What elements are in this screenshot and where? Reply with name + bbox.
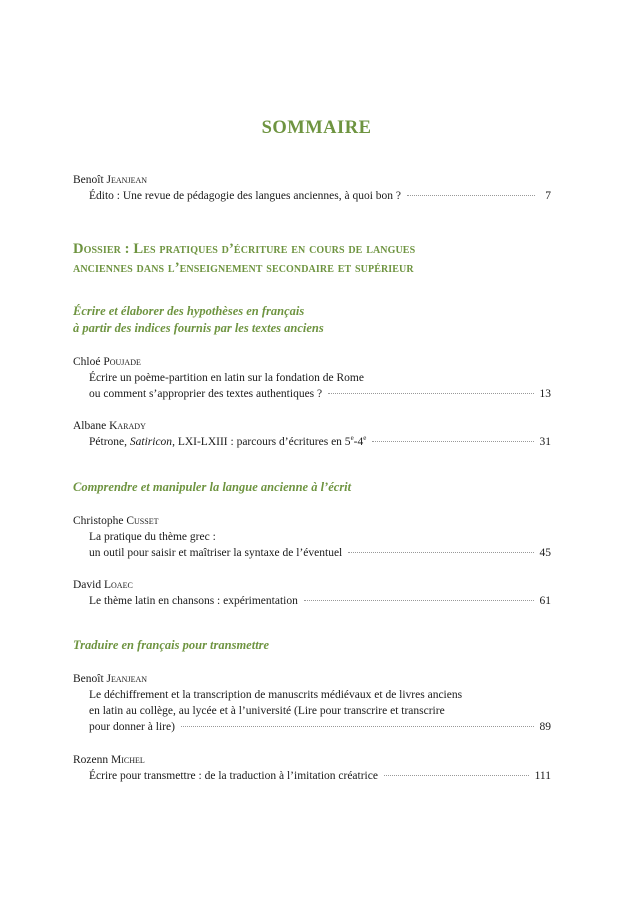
author-name: Albane Karady — [73, 420, 146, 432]
toc-entry — [73, 577, 551, 609]
author-name: David Loaec — [73, 579, 133, 591]
page-number: 45 — [539, 547, 551, 559]
author-name: Christophe Cusset — [73, 515, 159, 527]
dot-leader — [348, 551, 533, 553]
page-number: 7 — [545, 190, 551, 202]
toc-entry-edito — [73, 172, 551, 204]
author-name: Rozenn Michel — [73, 754, 145, 766]
entry-title: Pétrone, Satiricon, LXI-LXIII : parcours d’écritures en 5e-4e 31 — [89, 434, 551, 448]
entry-title: Le thème latin en chansons : expérimentation 61 — [89, 595, 551, 607]
dot-leader — [328, 392, 533, 394]
dossier-heading: Dossier : Les pratiques d’écriture en cours de langues anciennes dans l’enseignement secondaire et supérieur — [73, 241, 416, 276]
entry-title: Écrire pour transmettre : de la traduction à l’imitation créatrice 111 — [89, 770, 551, 782]
toc-entry — [73, 671, 551, 735]
section-heading: Traduire en français pour transmettre — [73, 638, 270, 652]
toc-entry — [73, 354, 551, 402]
section-heading: Comprendre et manipuler la langue ancienne à l’écrit — [73, 480, 352, 494]
entry-title: Édito : Une revue de pédagogie des langues anciennes, à quoi bon ? 7 — [89, 190, 551, 202]
page-number: 13 — [539, 388, 551, 400]
page-number: 61 — [539, 595, 551, 607]
page-number: 31 — [539, 436, 551, 448]
toc-entry — [73, 418, 551, 450]
entry-title: Le déchiffrement et la transcription de manuscrits médiévaux et de livres anciens en latin au collège, au lycée et à l’université (Lire pour transcrire et transcrire pour donner à lire) 89 — [89, 689, 551, 733]
dot-leader — [181, 725, 534, 727]
dot-leader — [384, 774, 529, 776]
page-number: 111 — [534, 770, 551, 782]
entry-title: Écrire un poème-partition en latin sur la fondation de Rome ou comment s’approprier des textes authentiques ? 13 — [89, 372, 551, 400]
entry-title: La pratique du thème grec : un outil pour saisir et maîtriser la syntaxe de l’éventuel 45 — [89, 531, 551, 559]
page-number: 89 — [539, 721, 551, 733]
section-heading: Écrire et élaborer des hypothèses en français à partir des indices fournis par les textes anciens — [73, 304, 324, 335]
author-name: Benoît Jeanjean — [73, 673, 148, 685]
author-name: Benoît Jeanjean — [73, 174, 148, 186]
dot-leader — [372, 440, 533, 442]
toc-entry — [73, 513, 551, 561]
toc-entry — [73, 752, 551, 784]
dot-leader — [407, 194, 535, 196]
dot-leader — [304, 599, 534, 601]
page-title: SOMMAIRE — [261, 118, 372, 138]
author-name: Chloé Poujade — [73, 356, 141, 368]
